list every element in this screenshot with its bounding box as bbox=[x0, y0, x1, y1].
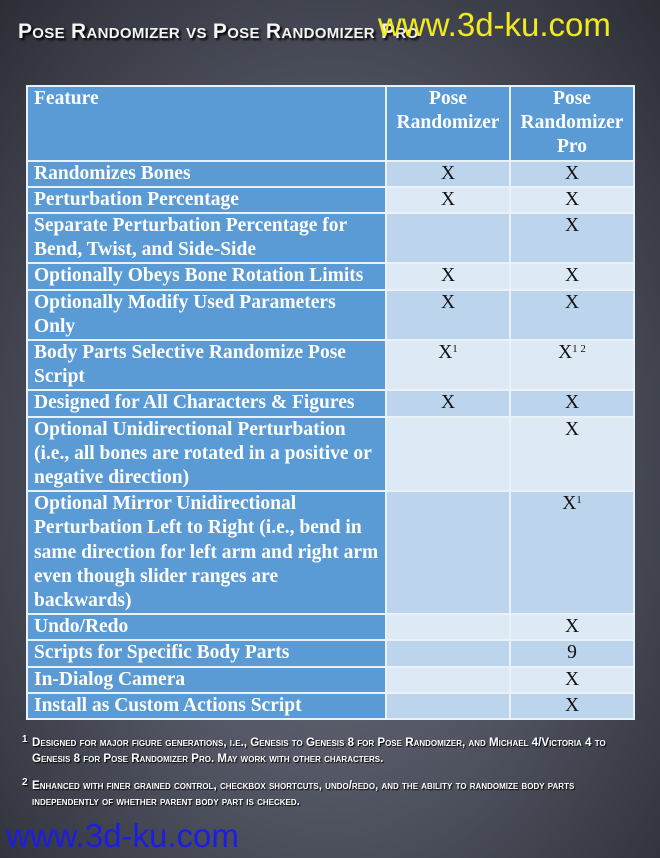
feature-cell: Separate Perturbation Percentage for Bend, Twist, and Side-Side bbox=[27, 213, 386, 263]
comparison-table bbox=[26, 85, 635, 720]
pose-randomizer-pro-cell bbox=[510, 614, 634, 640]
pose-randomizer-pro-cell bbox=[510, 161, 634, 187]
table-row bbox=[27, 614, 634, 640]
cell-value: X bbox=[564, 418, 580, 440]
table-row bbox=[27, 491, 634, 614]
pose-randomizer-pro-cell bbox=[510, 640, 634, 666]
pose-randomizer-pro-cell bbox=[510, 667, 634, 693]
cell-value: X bbox=[440, 392, 456, 414]
feature-cell: Randomizes Bones bbox=[27, 161, 386, 187]
table-row bbox=[27, 640, 634, 666]
cell-value: X bbox=[564, 188, 580, 210]
pose-randomizer-pro-cell bbox=[510, 290, 634, 340]
feature-cell: Optional Unidirectional Perturbation (i.e., all bones are rotated in a positive or negative direction) bbox=[27, 417, 386, 492]
table-row bbox=[27, 290, 634, 340]
table-row bbox=[27, 667, 634, 693]
pose-randomizer-cell bbox=[386, 667, 510, 693]
pose-randomizer-pro-cell bbox=[510, 213, 634, 263]
footnote-2 bbox=[22, 778, 642, 809]
table-row bbox=[27, 693, 634, 719]
pose-randomizer-cell bbox=[386, 390, 510, 416]
cell-value: X bbox=[558, 342, 573, 364]
cell-value: X bbox=[564, 694, 580, 716]
feature-cell: Undo/Redo bbox=[27, 614, 386, 640]
cell-value: X bbox=[564, 291, 580, 313]
cell-value: X bbox=[440, 162, 456, 184]
page-title: Pose Randomizer vs Pose Randomizer Pro bbox=[18, 20, 419, 43]
watermark-bottom: www.3d-ku.com bbox=[6, 817, 239, 854]
pose-randomizer-pro-cell bbox=[510, 263, 634, 289]
cell-value: X bbox=[564, 616, 580, 638]
footnote-marker: 1 bbox=[22, 734, 28, 745]
footnotes bbox=[22, 735, 642, 821]
table-header-row bbox=[27, 86, 634, 161]
table-body bbox=[27, 161, 634, 719]
cell-value: X bbox=[440, 291, 456, 313]
feature-cell: Optionally Modify Used Parameters Only bbox=[27, 290, 386, 340]
table-row bbox=[27, 263, 634, 289]
feature-cell: In-Dialog Camera bbox=[27, 667, 386, 693]
footnote-1 bbox=[22, 735, 642, 766]
pose-randomizer-cell bbox=[386, 290, 510, 340]
cell-value: X bbox=[440, 265, 456, 287]
pose-randomizer-pro-cell bbox=[510, 340, 634, 390]
pose-randomizer-cell bbox=[386, 340, 510, 390]
table-row bbox=[27, 390, 634, 416]
feature-cell: Designed for All Characters & Figures bbox=[27, 390, 386, 416]
feature-cell: Install as Custom Actions Script bbox=[27, 693, 386, 719]
feature-cell: Scripts for Specific Body Parts bbox=[27, 640, 386, 666]
pose-randomizer-cell bbox=[386, 213, 510, 263]
table-row bbox=[27, 340, 634, 390]
pose-randomizer-cell bbox=[386, 263, 510, 289]
pose-randomizer-cell bbox=[386, 417, 510, 492]
pose-randomizer-cell bbox=[386, 640, 510, 666]
feature-cell: Optionally Obeys Bone Rotation Limits bbox=[27, 263, 386, 289]
footnote-reference: 1 bbox=[452, 343, 458, 356]
watermark-top: www.3d-ku.com bbox=[378, 6, 611, 43]
cell-value: X bbox=[440, 188, 456, 210]
cell-value: X bbox=[564, 265, 580, 287]
pose-randomizer-cell bbox=[386, 614, 510, 640]
pose-randomizer-pro-cell bbox=[510, 390, 634, 416]
header-pose-randomizer: Pose Randomizer bbox=[386, 86, 510, 161]
cell-value: X bbox=[564, 392, 580, 414]
pose-randomizer-pro-cell bbox=[510, 187, 634, 213]
pose-randomizer-pro-cell bbox=[510, 693, 634, 719]
cell-value: X bbox=[562, 493, 577, 515]
table-row bbox=[27, 213, 634, 263]
footnote-marker: 2 bbox=[22, 777, 28, 788]
pose-randomizer-cell bbox=[386, 161, 510, 187]
cell-value: X bbox=[438, 342, 453, 364]
cell-value: X bbox=[564, 162, 580, 184]
table-row bbox=[27, 187, 634, 213]
header-pose-randomizer-pro: Pose Randomizer Pro bbox=[510, 86, 634, 161]
feature-cell: Perturbation Percentage bbox=[27, 187, 386, 213]
cell-value: X bbox=[564, 668, 580, 690]
cell-value: X bbox=[564, 215, 580, 237]
footnote-text: Enhanced with finer grained control, checkbox shortcuts, undo/redo, and the ability to randomize body parts independently of whether parent body part is checked. bbox=[32, 779, 575, 808]
cell-value: 9 bbox=[567, 642, 577, 664]
pose-randomizer-pro-cell bbox=[510, 417, 634, 492]
feature-cell: Body Parts Selective Randomize Pose Script bbox=[27, 340, 386, 390]
footnote-text: Designed for major figure generations, i.e., Genesis to Genesis 8 for Pose Randomizer, and Michael 4/Victoria 4 to Genesis 8 for Pose Randomizer Pro. May work with other characters. bbox=[32, 736, 606, 765]
pose-randomizer-cell bbox=[386, 693, 510, 719]
table-row bbox=[27, 417, 634, 492]
table-row bbox=[27, 161, 634, 187]
pose-randomizer-cell bbox=[386, 491, 510, 614]
pose-randomizer-cell bbox=[386, 187, 510, 213]
header-feature: Feature bbox=[27, 86, 386, 161]
feature-cell: Optional Mirror Unidirectional Perturbation Left to Right (i.e., bend in same direction for left arm and right arm even though slider ranges are backwards) bbox=[27, 491, 386, 614]
footnote-reference: 1 2 bbox=[572, 343, 586, 356]
footnote-reference: 1 bbox=[576, 494, 582, 507]
pose-randomizer-pro-cell bbox=[510, 491, 634, 614]
